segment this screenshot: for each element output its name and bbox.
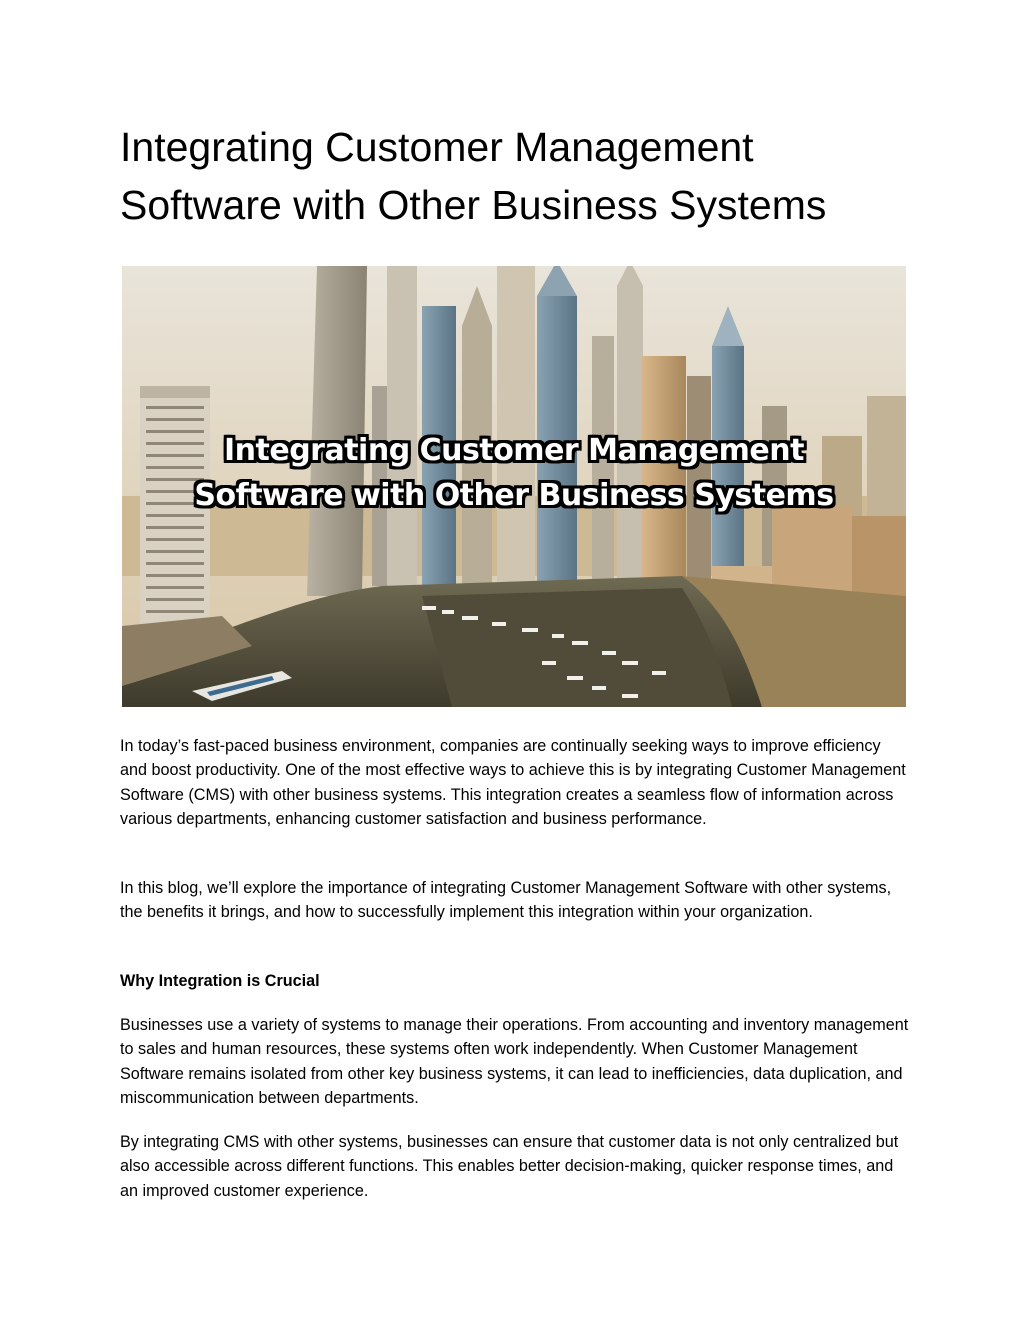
hero-caption-line-2: Software with Other Business Systems: [194, 478, 834, 513]
page-title: Integrating Customer Management Software with Other Business Systems: [120, 124, 827, 228]
hero-image: [122, 266, 906, 707]
hero-caption-line-1: Integrating Customer Management: [224, 433, 804, 468]
section-heading: Why Integration is Crucial: [120, 972, 320, 990]
blog-overview-paragraph: In this blog, we’ll explore the importance of integrating Customer Management Software with other systems, the benefits it brings, and how to successfully implement this integration within your organization.: [120, 879, 892, 922]
section-paragraph: By integrating CMS with other systems, businesses can ensure that customer data is not only centralized but also accessible across different functions. This enables better decision-making, quicker response times, and an improved customer experience.: [120, 1133, 899, 1200]
section-paragraph: Businesses use a variety of systems to manage their operations. From accounting and inventory management to sales and human resources, these systems often work independently. When Customer Management Software remains isolated from other key business systems, it can lead to inefficiencies, data duplication, and miscommunication between departments.: [120, 1016, 909, 1108]
intro-paragraph: In today’s fast-paced business environment, companies are continually seeking ways to improve efficiency and boost productivity. One of the most effective ways to achieve this is by integrating Customer Management Software (CMS) with other business systems. This integration creates a seamless flow of information across various departments, enhancing customer satisfaction and business performance.: [120, 737, 906, 829]
